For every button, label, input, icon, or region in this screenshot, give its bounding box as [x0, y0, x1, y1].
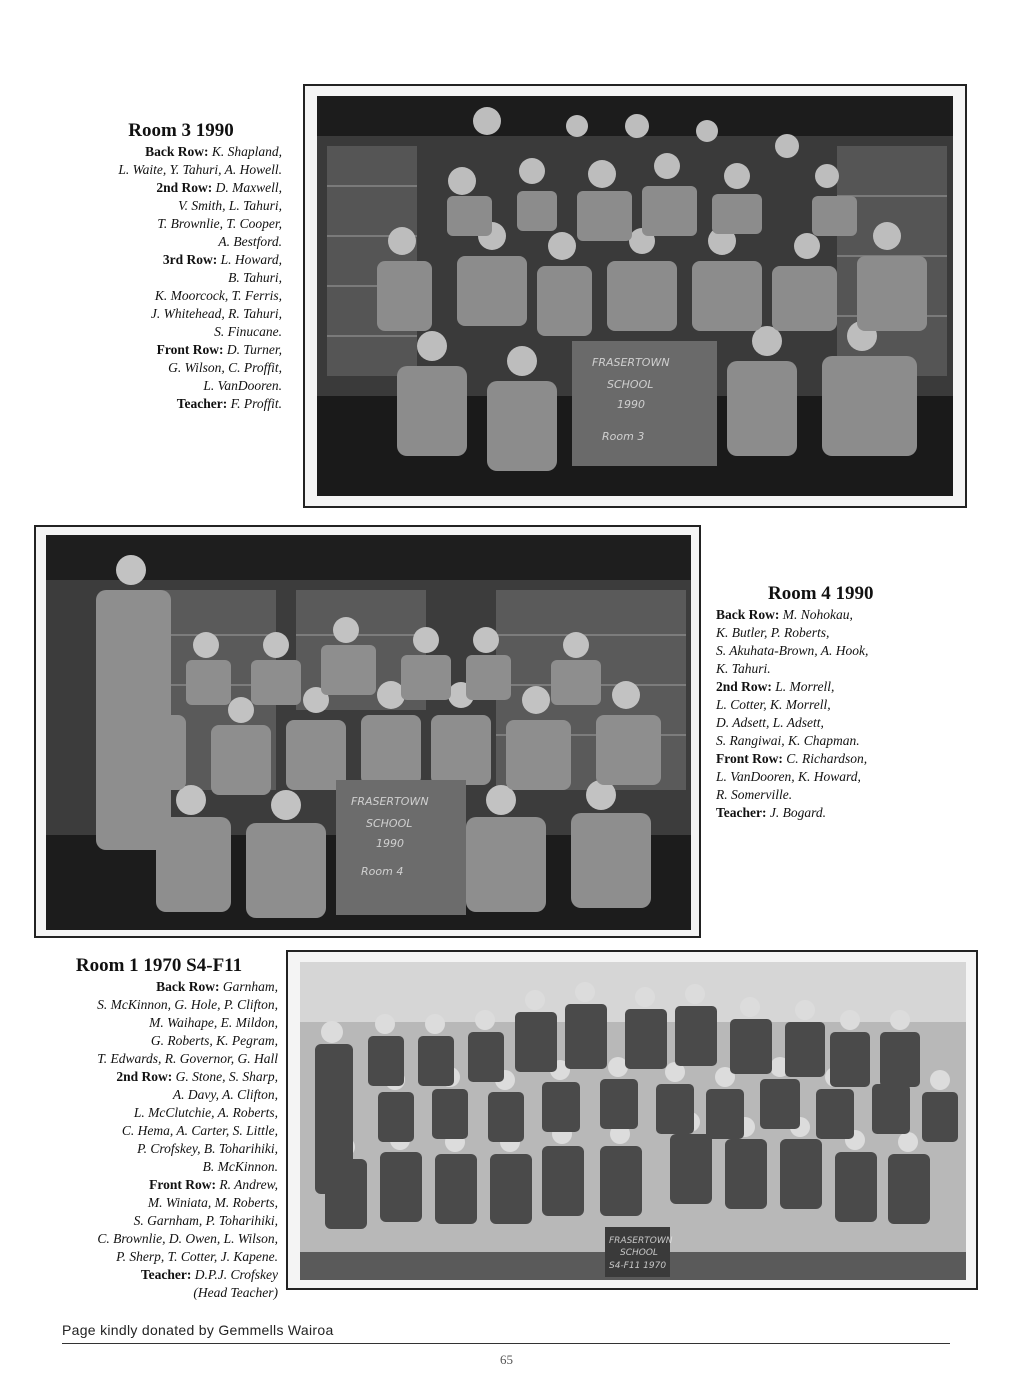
- room1-sign-line1: FRASERTOWN: [609, 1236, 673, 1246]
- names-text: L. VanDooren.: [203, 378, 282, 393]
- names-text: K. Moorcock, T. Ferris,: [154, 288, 282, 303]
- names-text: Garnham,: [222, 979, 278, 994]
- room1-caption-line: [20, 1266, 278, 1284]
- row-label: Back Row:: [716, 607, 783, 622]
- names-text: L. Howard,: [220, 252, 282, 267]
- room3-caption-line: [20, 161, 282, 179]
- names-text: A. Bestford.: [218, 234, 282, 249]
- names-text: S. McKinnon, G. Hole, P. Clifton,: [97, 997, 278, 1012]
- names-text: M. Winiata, M. Roberts,: [147, 1195, 278, 1210]
- names-text: J. Whitehead, R. Tahuri,: [150, 306, 282, 321]
- room1-photo: [300, 962, 966, 1280]
- room1-caption-line: [20, 1032, 278, 1050]
- room1-caption-line: [20, 1284, 278, 1302]
- room1-caption-line: [20, 996, 278, 1014]
- room4-caption-line: [716, 642, 1016, 660]
- room1-caption-line: [20, 1176, 278, 1194]
- names-text: D. Maxwell,: [215, 180, 282, 195]
- room3-caption-line: [20, 359, 282, 377]
- room1-caption-line: [20, 1248, 278, 1266]
- row-label: Back Row:: [145, 144, 212, 159]
- room4-sign-line4: Room 4: [361, 865, 404, 878]
- names-text: L. Cotter, K. Morrell,: [716, 697, 831, 712]
- room3-caption-line: [20, 179, 282, 197]
- names-text: D. Turner,: [226, 342, 282, 357]
- names-text: S. Garnham, P. Toharihiki,: [133, 1213, 278, 1228]
- room3-names: [20, 143, 282, 413]
- names-text: C. Richardson,: [786, 751, 868, 766]
- room4-caption-line: [716, 750, 1016, 768]
- donation-credit: Page kindly donated by Gemmells Wairoa: [62, 1322, 334, 1338]
- names-text: C. Brownlie, D. Owen, L. Wilson,: [97, 1231, 278, 1246]
- row-label: Back Row:: [156, 979, 223, 994]
- names-text: M. Nohokau,: [782, 607, 853, 622]
- names-text: G. Wilson, C. Proffit,: [168, 360, 282, 375]
- row-label: 2nd Row:: [156, 180, 216, 195]
- row-label: Front Row:: [156, 342, 227, 357]
- room3-caption-line: [20, 143, 282, 161]
- row-label: Front Row:: [716, 751, 787, 766]
- names-text: (Head Teacher): [193, 1285, 278, 1300]
- room1-title: Room 1 1970 S4-F11: [75, 955, 243, 976]
- room4-caption-line: [716, 606, 1016, 624]
- names-text: P. Sherp, T. Cotter, J. Kapene.: [116, 1249, 278, 1264]
- room3-caption-line: [20, 395, 282, 413]
- room4-caption-line: [716, 786, 1016, 804]
- names-text: V. Smith, L. Tahuri,: [178, 198, 282, 213]
- room1-caption-line: [20, 1014, 278, 1032]
- names-text: F. Proffit.: [230, 396, 282, 411]
- room3-caption-line: [20, 197, 282, 215]
- room3-photo-frame: [303, 84, 967, 508]
- row-label: 2nd Row:: [116, 1069, 176, 1084]
- row-label: Teacher:: [716, 805, 770, 820]
- room4-sign-line3: 1990: [376, 837, 404, 850]
- room3-caption-line: [20, 305, 282, 323]
- room3-caption-line: [20, 341, 282, 359]
- names-text: G. Roberts, K. Pegram,: [150, 1033, 278, 1048]
- room3-caption-line: [20, 287, 282, 305]
- room1-caption-line: [20, 1086, 278, 1104]
- room1-caption-line: [20, 1158, 278, 1176]
- room4-caption-line: [716, 768, 1016, 786]
- names-text: S. Rangiwai, K. Chapman.: [716, 733, 860, 748]
- row-label: Teacher:: [176, 396, 231, 411]
- room4-caption-line: [716, 804, 1016, 822]
- room1-caption-line: [20, 1104, 278, 1122]
- names-text: S. Akuhata-Brown, A. Hook,: [716, 643, 869, 658]
- room4-photo-image: [46, 535, 691, 930]
- names-text: R. Somerville.: [716, 787, 793, 802]
- names-text: C. Hema, A. Carter, S. Little,: [121, 1123, 278, 1138]
- room4-caption-line: [716, 696, 1016, 714]
- room1-names: [20, 978, 278, 1302]
- names-text: B. Tahuri,: [228, 270, 282, 285]
- room1-caption-line: [20, 978, 278, 996]
- names-text: K. Shapland,: [211, 144, 282, 159]
- room3-caption-line: [20, 233, 282, 251]
- names-text: M. Waihape, E. Mildon,: [149, 1015, 278, 1030]
- room4-sign-line2: SCHOOL: [366, 817, 413, 830]
- footer-rule: [62, 1343, 950, 1344]
- room3-caption-line: [20, 251, 282, 269]
- names-text: L. McClutchie, A. Roberts,: [133, 1105, 278, 1120]
- names-text: R. Andrew,: [219, 1177, 278, 1192]
- room3-sign-line2: SCHOOL: [607, 378, 654, 391]
- room1-caption-line: [20, 1194, 278, 1212]
- room1-caption-line: [20, 1050, 278, 1068]
- room1-caption-line: [20, 1122, 278, 1140]
- room1-sign-line2: SCHOOL: [620, 1248, 658, 1258]
- room3-caption-line: [20, 323, 282, 341]
- row-label: 3rd Row:: [162, 252, 221, 267]
- room4-caption-line: [716, 660, 1016, 678]
- names-text: L. Morrell,: [775, 679, 835, 694]
- names-text: J. Bogard.: [769, 805, 826, 820]
- room3-photo: [317, 96, 953, 496]
- names-text: L. Waite, Y. Tahuri, A. Howell.: [118, 162, 282, 177]
- names-text: T. Edwards, R. Governor, G. Hall: [97, 1051, 278, 1066]
- room1-caption: [20, 955, 278, 1302]
- names-text: S. Finucane.: [214, 324, 282, 339]
- room4-caption-line: [716, 732, 1016, 750]
- room1-caption-line: [20, 1140, 278, 1158]
- room1-sign-line3: S4-F11 1970: [609, 1261, 667, 1271]
- names-text: D. Adsett, L. Adsett,: [716, 715, 824, 730]
- names-text: P. Crofskey, B. Toharihiki,: [137, 1141, 278, 1156]
- row-label: Teacher:: [140, 1267, 195, 1282]
- names-text: D.P.J. Crofskey: [194, 1267, 278, 1282]
- room3-photo-image: [317, 96, 953, 496]
- room3-sign-line1: FRASERTOWN: [592, 356, 670, 369]
- page-number: 65: [500, 1352, 513, 1367]
- room1-caption-line: [20, 1230, 278, 1248]
- room4-caption: [716, 583, 1016, 822]
- names-text: B. McKinnon.: [202, 1159, 278, 1174]
- room3-sign-line4: Room 3: [602, 430, 645, 443]
- row-label: 2nd Row:: [716, 679, 776, 694]
- room1-photo-frame: [286, 950, 978, 1290]
- names-text: L. VanDooren, K. Howard,: [716, 769, 861, 784]
- row-label: Front Row:: [149, 1177, 220, 1192]
- room3-sign-line3: 1990: [617, 398, 645, 411]
- names-text: A. Davy, A. Clifton,: [172, 1087, 278, 1102]
- room1-caption-line: [20, 1068, 278, 1086]
- room4-caption-line: [716, 678, 1016, 696]
- room4-names: [716, 606, 1016, 822]
- room3-title: Room 3 1990: [128, 120, 234, 141]
- names-text: T. Brownlie, T. Cooper,: [157, 216, 282, 231]
- room4-caption-line: [716, 624, 1016, 642]
- room4-photo: [46, 535, 691, 930]
- room3-caption-line: [20, 269, 282, 287]
- room4-photo-frame: [34, 525, 701, 938]
- room4-title: Room 4 1990: [768, 583, 874, 604]
- room4-caption-line: [716, 714, 1016, 732]
- room3-caption-line: [20, 377, 282, 395]
- room1-photo-image: [300, 962, 966, 1280]
- names-text: G. Stone, S. Sharp,: [175, 1069, 278, 1084]
- names-text: K. Tahuri.: [716, 661, 771, 676]
- room4-sign-line1: FRASERTOWN: [351, 795, 429, 808]
- room3-caption: [20, 120, 282, 413]
- room3-caption-line: [20, 215, 282, 233]
- room1-caption-line: [20, 1212, 278, 1230]
- names-text: K. Butler, P. Roberts,: [716, 625, 830, 640]
